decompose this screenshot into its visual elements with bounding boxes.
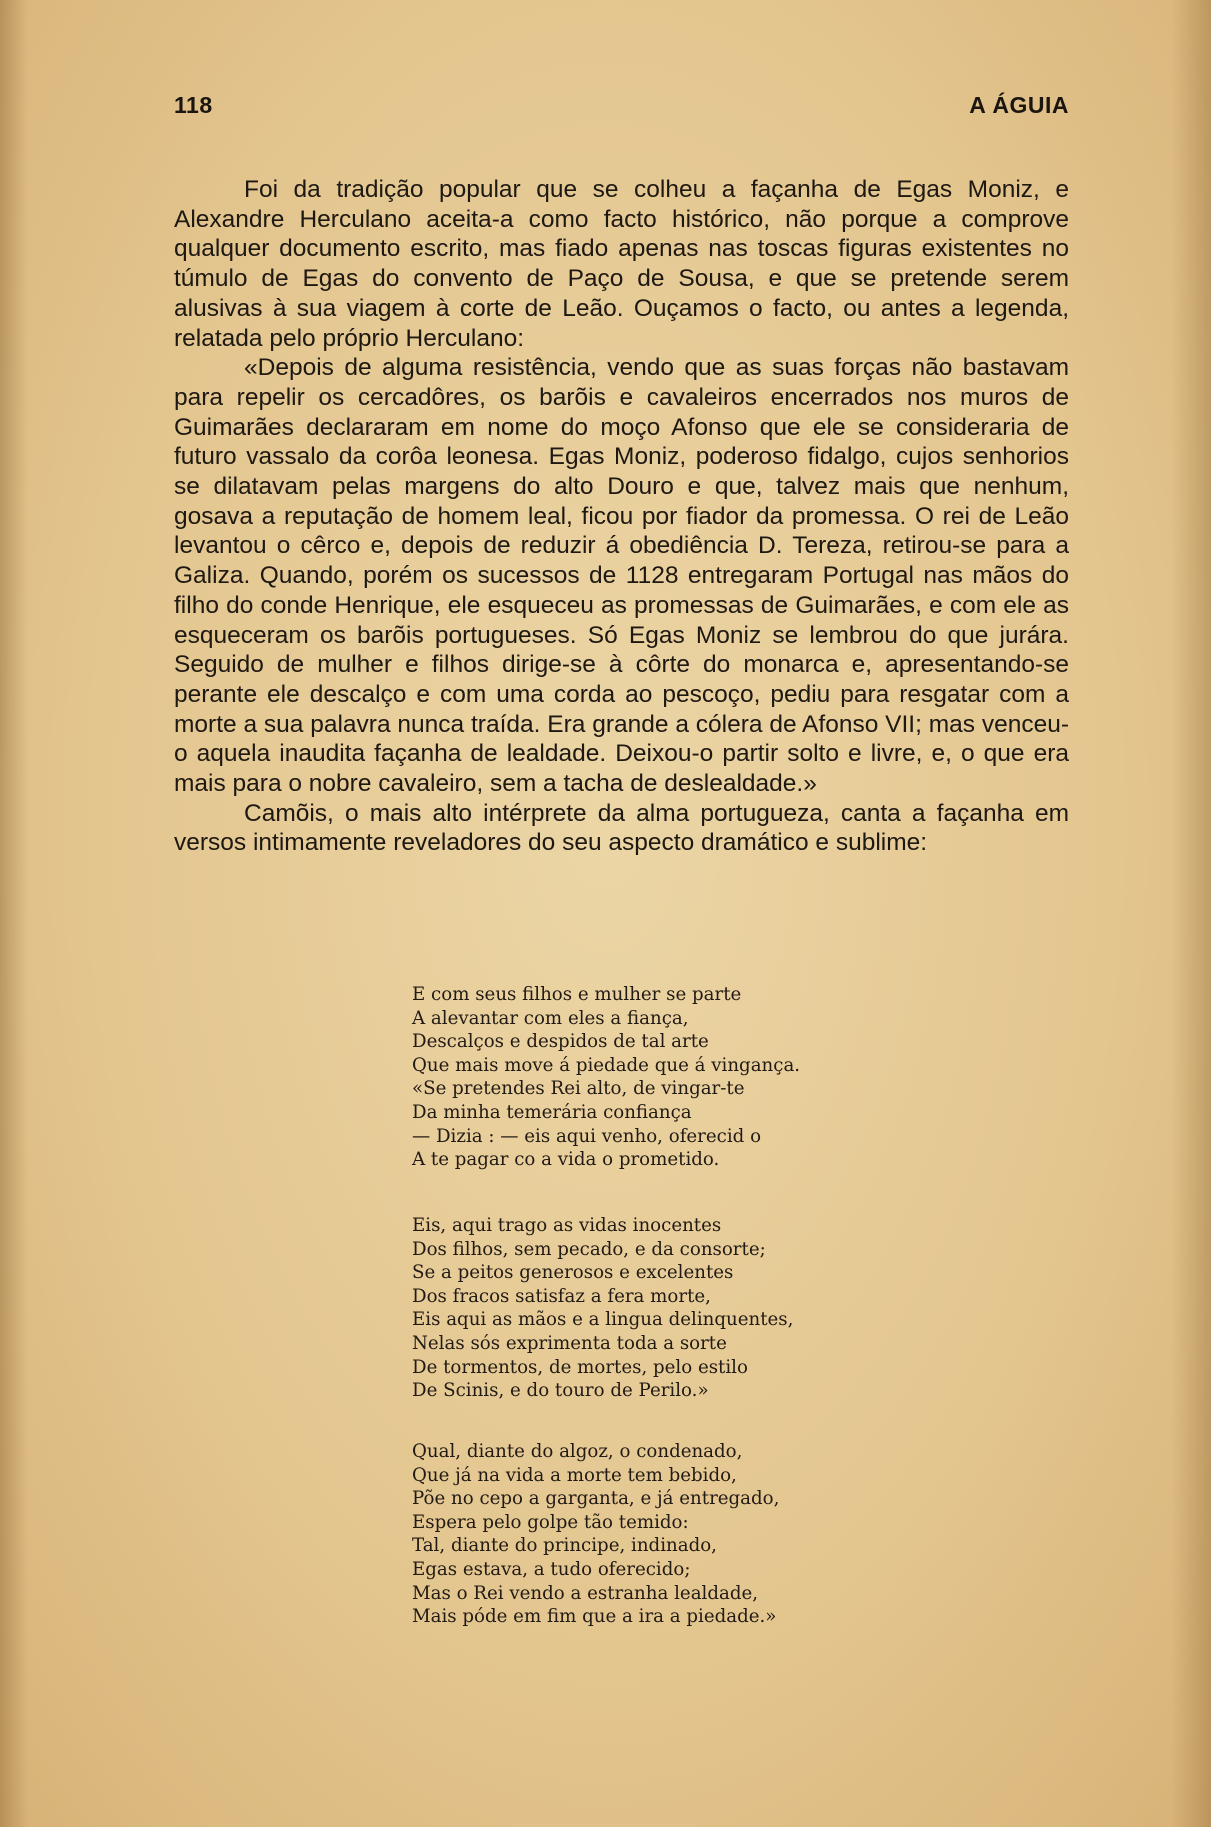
page-number: 118 (174, 92, 213, 118)
page-header (174, 92, 1069, 122)
verse-line: Que já na vida a morte tem bebido, (412, 1464, 737, 1486)
verse-line: Dos filhos, sem pecado, e da consorte; (412, 1238, 766, 1260)
verse-line: A alevantar com eles a fiança, (412, 1007, 689, 1029)
verse-line: Põe no cepo a garganta, e já entregado, (412, 1488, 780, 1510)
verse-line: Egas estava, a tudo oferecido; (412, 1558, 691, 1580)
verse-line: De tormentos, de mortes, pelo estilo (412, 1356, 748, 1378)
verse-line: Qual, diante do algoz, o condenado, (412, 1441, 743, 1462)
verse-line: A te pagar co a vida o prometido. (412, 1149, 720, 1171)
verse-stanza (412, 1440, 1052, 1629)
verse-line: Tal, diante do principe, indinado, (412, 1535, 717, 1557)
page-edge-right (1171, 0, 1211, 1827)
running-title: A ÁGUIA (969, 92, 1069, 118)
verse-line: Mas o Rei vendo a estranha lealdade, (412, 1582, 759, 1604)
verse-line: «Se pretendes Rei alto, de vingar-te (412, 1078, 745, 1100)
verse-line: Nelas sós exprimenta toda a sorte (412, 1332, 727, 1354)
verse-line: Que mais move á piedade que á vingança. (412, 1054, 801, 1076)
verse-line: Eis, aqui trago as vidas inocentes (412, 1215, 722, 1236)
verse-stanza (412, 983, 1052, 1172)
verse-line: E com seus filhos e mulher se parte (412, 984, 742, 1005)
verse-line: Descalços e despidos de tal arte (412, 1031, 709, 1053)
verse-line: Dos fracos satisfaz a fera morte, (412, 1285, 711, 1307)
paragraph: «Depois de alguma resistência, vendo que as suas forças não bastavam para repelir os cercadôres, os barõis e cavaleiros encerrados nos muros de Guimarães declararam em nome do moço Afonso que ele se consideraria de futuro vassalo da corôa leonesa. Egas Moniz, poderoso fidalgo, cujos senhorios se dilatavam pelas margens do alto Douro e que, talvez mais que nenhum, gosava a reputação de homem leal, ficou por fiador da promessa. O rei de Leão levantou o cêrco e, depois de reduzir á obediência D. Tereza, retirou-se para a Galiza. Quando, porém os sucessos de 1128 entregaram Portugal nas mãos do filho do conde Henrique, ele esqueceu as promessas de Guimarães, e com ele as esqueceram os barõis portugueses. Só Egas Moniz se lembrou do que jurára. Seguido de mulher e filhos dirige-se à côrte do monarca e, apresentando-se perante ele descalço e com uma corda ao pescoço, pediu para resgatar com a morte a sua palavra nunca traída. Era grande a cólera de Afonso VII; mas venceu-o aquela inaudita façanha de lealdade. Deixou-o partir solto e livre, e, o que era mais para o nobre cavaleiro, sem a tacha de deslealdade.» (174, 354, 1069, 798)
body-text (174, 175, 1069, 858)
verse-line: — Dizia : — eis aqui venho, oferecid o (412, 1125, 762, 1147)
paragraph: Foi da tradição popular que se colheu a façanha de Egas Moniz, e Alexandre Herculano aceita-a como facto histórico, não porque a comprove qualquer documento escrito, mas fiado apenas nas toscas figuras existentes no túmulo de Egas do convento de Paço de Sousa, e que se pretende serem alusivas à sua viagem à corte de Leão. Ouçamos o facto, ou antes a legenda, relatada pelo próprio Herculano: (174, 176, 1069, 352)
verse-line: Se a peitos generosos e excelentes (412, 1262, 734, 1284)
page-edge-left (0, 0, 28, 1827)
verse-line: Mais póde em fim que a ira a piedade.» (412, 1606, 777, 1628)
verse-line: Espera pelo golpe tão temido: (412, 1511, 689, 1533)
verse-line: Da minha temerária confiança (412, 1101, 692, 1123)
verse-stanza (412, 1214, 1052, 1403)
verse-line: Eis aqui as mãos e a lingua delinquentes, (412, 1309, 794, 1331)
paragraph: Camõis, o mais alto intérprete da alma portugueza, canta a façanha em versos intimamente reveladores do seu aspecto dramático e sublime: (174, 799, 1069, 857)
verse-line: De Scinis, e do touro de Perilo.» (412, 1380, 709, 1402)
